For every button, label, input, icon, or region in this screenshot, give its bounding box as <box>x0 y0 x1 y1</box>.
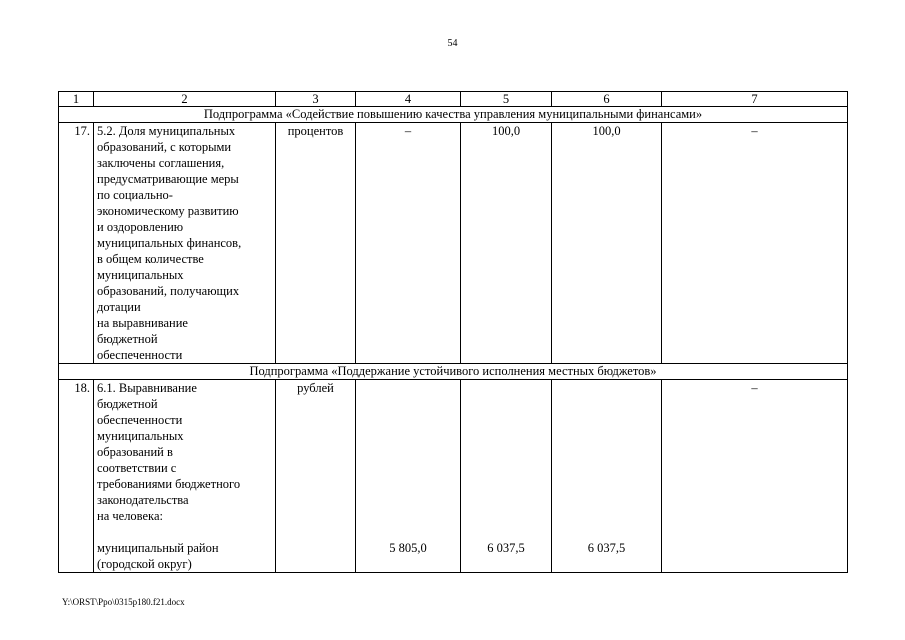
unit-cell: процентов <box>276 123 356 364</box>
value-cell-6: 100,0 <box>552 123 662 364</box>
sub-indicator-line: муниципальный район <box>97 541 219 555</box>
file-path-footer: Y:\ORST\Ppo\0315p180.f21.docx <box>62 597 185 607</box>
indicator-line: требованиями бюджетного <box>97 477 241 491</box>
indicator-line: законодательства <box>97 493 189 507</box>
value-cell-5 <box>461 380 552 573</box>
indicator-line: дотации <box>97 300 141 314</box>
header-cell-7: 7 <box>662 92 848 107</box>
indicator-line: муниципальных <box>97 268 184 282</box>
indicator-line: экономическому развитию <box>97 204 239 218</box>
spacer <box>359 380 457 540</box>
indicator-line: 6.1. Выравнивание <box>97 381 197 395</box>
indicator-line: по социально- <box>97 188 173 202</box>
section-title-2: Подпрограмма «Поддержание устойчивого исполнения местных бюджетов» <box>59 364 848 380</box>
section-title-1: Подпрограмма «Содействие повышению качества управления муниципальными финансами» <box>59 107 848 123</box>
header-cell-4: 4 <box>356 92 461 107</box>
header-row <box>59 92 848 107</box>
value-5: 6 037,5 <box>487 541 525 555</box>
indicator-line: образований, получающих <box>97 284 240 298</box>
indicator-line: муниципальных <box>97 429 184 443</box>
table-row <box>59 380 848 573</box>
indicator-line: и оздоровлению <box>97 220 184 234</box>
table-row <box>59 123 848 364</box>
spacer <box>555 380 658 540</box>
indicator-line: 5.2. Доля муниципальных <box>97 124 236 138</box>
row-number: 17. <box>59 123 94 364</box>
indicator-line: предусматривающие меры <box>97 172 239 186</box>
indicator-line: обеспеченности <box>97 348 183 362</box>
value-6: 6 037,5 <box>587 541 626 555</box>
indicators-table <box>58 91 848 573</box>
indicator-line: заключены соглашения, <box>97 156 225 170</box>
header-cell-2: 2 <box>94 92 276 107</box>
spacer <box>464 380 548 540</box>
sub-indicator-line: (городской округ) <box>97 557 192 571</box>
indicator-line: на человека: <box>97 509 163 523</box>
value-cell-4 <box>356 380 461 573</box>
row-number: 18. <box>59 380 94 573</box>
section-row <box>59 107 848 123</box>
indicator-name <box>94 380 276 573</box>
header-cell-6: 6 <box>552 92 662 107</box>
page-number: 54 <box>447 38 458 49</box>
indicator-line: образований, с которыми <box>97 140 232 154</box>
header-cell-3: 3 <box>276 92 356 107</box>
value-cell-4: – <box>356 123 461 364</box>
value-cell-6 <box>552 380 662 573</box>
value-cell-5: 100,0 <box>461 123 552 364</box>
header-cell-5: 5 <box>461 92 552 107</box>
indicator-line: образований в <box>97 445 173 459</box>
indicator-line: обеспеченности <box>97 413 183 427</box>
indicator-line: бюджетной <box>97 397 158 411</box>
section-row <box>59 364 848 380</box>
value-cell-7: – <box>662 123 848 364</box>
value-cell-7: – <box>662 380 848 573</box>
indicator-line: муниципальных финансов, <box>97 236 242 250</box>
indicator-line: в общем количестве <box>97 252 204 266</box>
header-cell-1: 1 <box>59 92 94 107</box>
indicator-name <box>94 123 276 364</box>
indicator-line: соответствии с <box>97 461 177 475</box>
spacer <box>97 524 272 540</box>
indicator-line: бюджетной <box>97 332 158 346</box>
unit-cell: рублей <box>276 380 356 573</box>
value-4: 5 805,0 <box>389 541 427 555</box>
indicator-line: на выравнивание <box>97 316 188 330</box>
